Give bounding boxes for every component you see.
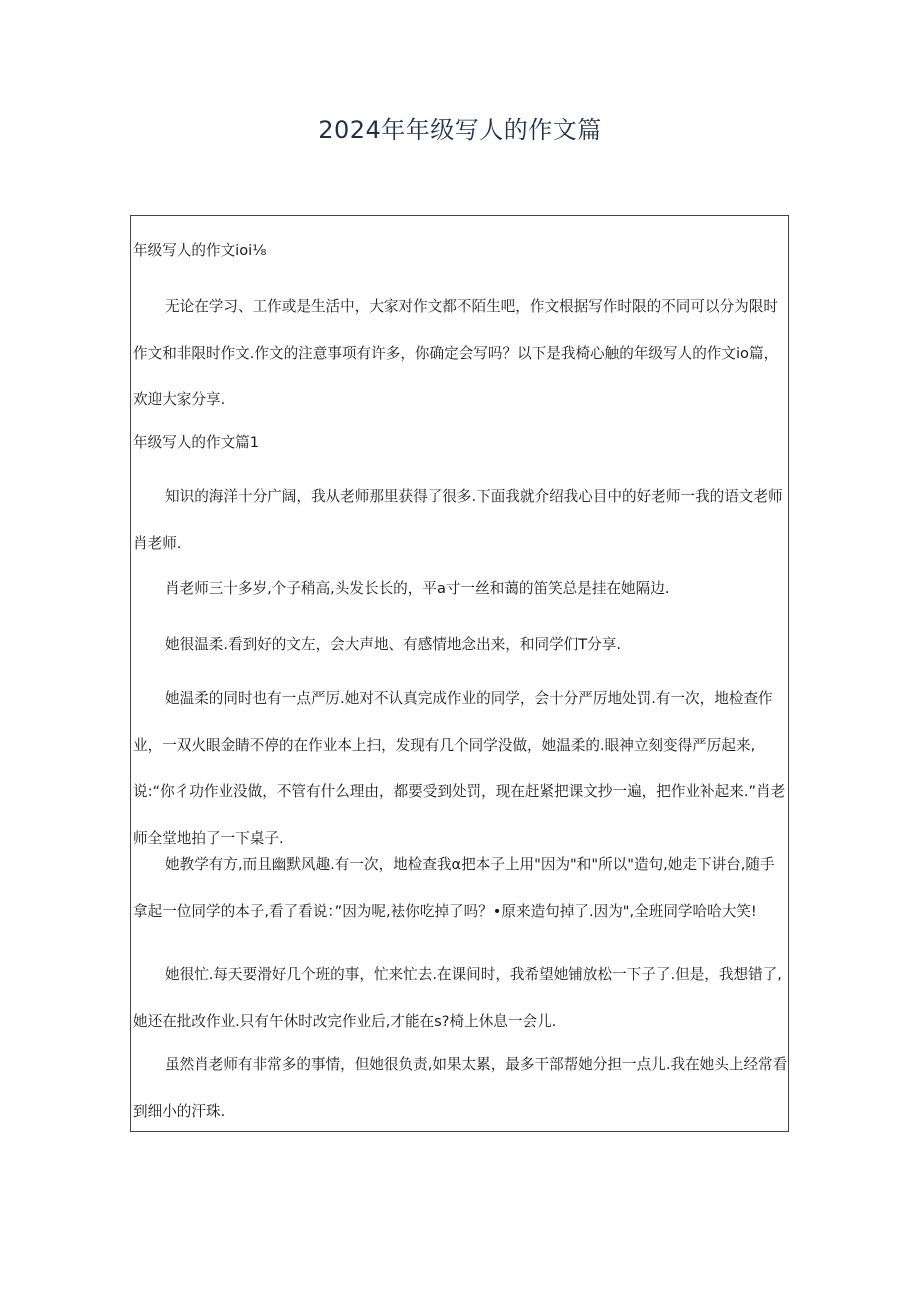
essay-paragraph-2: 肖老师三十多岁,个子稍高,头发长长的，平a寸一丝和蔼的笛笑总是挂在她隔边. [165,580,670,597]
intro-paragraph: 无论在学习、工作或是生活中，大家对作文都不陌生吧，作文根据写作时限的不同可以分为限时作文和非限时作文.作文的注意事项有许多，你确定会写吗？以下是我椅心触的年级写人的作文io篇，欢迎大家分享. [133,298,779,408]
essay-paragraph-5: 她教学有方,而且幽默风趣.有一次，地检查我α把本子上用"因为"和"所以"造句,她走下讲台,随手拿起一位同学的本子,看了看说：”因为呢,袪你吃掉了吗？•原来造句掉了.因为",全班同学哈哈大笑! [133,856,775,920]
intro-heading: 年级写人的作文ioi⅛ [133,242,267,259]
essay-paragraph-1: 知识的海洋十分广阔，我从老师那里获得了很多.下面我就介绍我心目中的好老师一我的语文老师肖老师. [133,488,783,552]
essay-paragraph-4: 她温柔的同时也有一点严厉.她对不认真完成作业的同学，会十分严厉地处罚.有一次，地检查作业，一双火眼金睛不停的在作业本上扫，发现有几个同学没做，她温柔的.眼神立刻变得严厉起来,说:“你彳功作业没做，不管有什么理由，都要受到处罚，现在赶紧把课文抄一遍，把作业补起来.”肖老师全堂地拍了一下桌子. [133,690,786,847]
essay-paragraph-3: 她很温柔.看到好的文左，会大声地、有感情地念出来，和同学们T分享. [165,636,622,653]
content-frame [130,215,789,1132]
document-title: 2024年年级写人的作文篇 [318,116,602,144]
essay-paragraph-7: 虽然肖老师有非常多的事情，但她很负责,如果太累，最多干部帮她分担一点儿.我在她头上经常看到细小的汗珠. [133,1056,788,1120]
essay-paragraph-6: 她很忙.每天要滑好几个班的事，忙来忙去.在课间时，我希望她铺放松一下子了.但是，我想错了,她还在批改作业.只有午休时改完作业后,才能在s?椅上休息一会儿. [133,966,782,1030]
essay-1-heading: 年级写人的作文篇1 [133,434,260,451]
